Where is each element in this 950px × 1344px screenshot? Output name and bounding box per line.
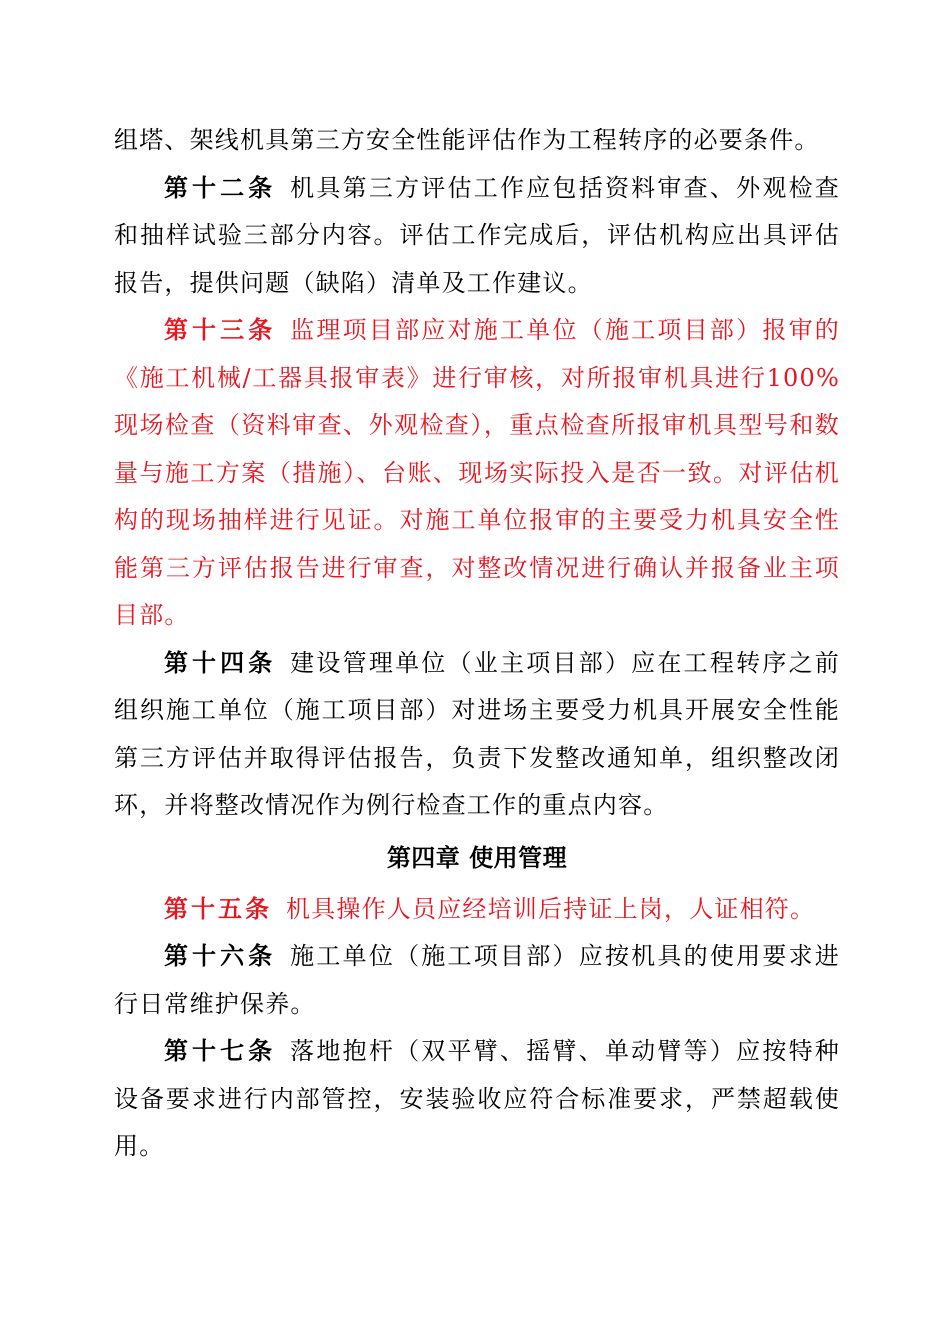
chapter-heading: 第四章 使用管理: [386, 843, 568, 872]
article-number: 第十五条: [164, 894, 272, 923]
article-16: [114, 933, 840, 1028]
article-text: 建设管理单位（业主项目部）应在工程转序之前组织施工单位（施工项目部）对进场主要受力机具开展安全性能第三方评估并取得评估报告，负责下发整改通知单，组织整改闭环，并将整改情况作为例行检查工作的重点内容。: [114, 648, 841, 819]
article-17: [114, 1028, 840, 1171]
article-13: [114, 307, 840, 640]
article-text: 监理项目部应对施工单位（施工项目部）报审的《施工机械/工器具报审表》进行审核，对所报审机具进行100%现场检查（资料审查、外观检查），重点检查所报审机具型号和数量与施工方案（措施）、台账、现场实际投入是否一致。对评估机构的现场抽样进行见证。对施工单位报审的主要受力机具安全性能第三方评估报告进行审查，对整改情况进行确认并报备业主项目部。: [114, 316, 841, 629]
article-number: 第十六条: [164, 942, 277, 970]
article-number: 第十七条: [164, 1037, 277, 1065]
article-text: 机具操作人员应经培训后持证上岗，人证相符。: [286, 894, 816, 923]
article-14: [114, 640, 840, 830]
article-number: 第十三条: [164, 316, 277, 344]
article-15: [114, 886, 840, 934]
article-text: 落地抱杆（双平臂、摇臂、单动臂等）应按特种设备要求进行内部管控，安装验收应符合标准要求，严禁超载使用。: [114, 1037, 841, 1160]
article-text: 施工单位（施工项目部）应按机具的使用要求进行日常维护保养。: [114, 942, 841, 1018]
article-number: 第十二条: [164, 173, 277, 202]
article-12: [114, 165, 840, 308]
document-body: [114, 117, 840, 1171]
article-text: 机具第三方评估工作应包括资料审查、外观检查和抽样试验三部分内容。评估工作完成后，评估机构应出具评估报告，提供问题（缺陷）清单及工作建议。: [114, 173, 841, 297]
article-number: 第十四条: [164, 648, 277, 677]
paragraph-text: 组塔、架线机具第三方安全性能评估作为工程转序的必要条件。: [114, 126, 820, 154]
paragraph-continuation: [114, 117, 840, 165]
